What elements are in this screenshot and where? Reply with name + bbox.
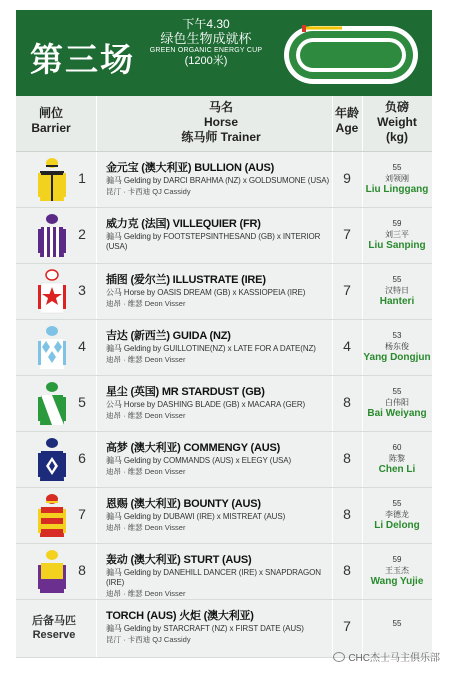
runner-row — [16, 264, 432, 320]
horse-age: 7 — [343, 618, 351, 634]
column-divider — [96, 264, 97, 319]
column-divider — [362, 264, 363, 319]
horse-age: 8 — [343, 562, 351, 578]
trainer-name: 迪昂 · 维瑟 Deon Visser — [106, 523, 186, 532]
column-divider — [96, 152, 97, 207]
weight-value: 55 — [392, 499, 402, 508]
pedigree: 骟马 Gelding by DANEHILL DANCER (IRE) x SNAPDRAGON (IRE) — [106, 568, 321, 587]
pedigree: 骟马 Gelding by DUBAWI (IRE) x MISTREAT (AUS) — [106, 512, 286, 521]
race-info — [136, 18, 276, 67]
weight-jockey — [362, 218, 432, 251]
horse-info — [106, 327, 336, 365]
horse-age: 7 — [343, 226, 351, 242]
horse-name: 金元宝 (澳大利亚) BULLION (AUS) — [106, 162, 275, 174]
jockey-name-en: Yang Dongjun — [363, 352, 431, 363]
horse-info — [106, 439, 336, 477]
horse-info — [106, 159, 336, 197]
runner-row — [16, 152, 432, 208]
horse-name: 恩赐 (澳大利亚) BOUNTY (AUS) — [106, 498, 261, 510]
trainer-name: 迪昂 · 维瑟 Deon Visser — [106, 589, 186, 598]
horse-info — [106, 607, 336, 645]
weight-value: 60 — [392, 443, 402, 452]
chat-bubble-icon — [333, 652, 345, 662]
column-divider — [332, 208, 333, 263]
jockey-name-cn: 刘三平 — [385, 230, 409, 239]
weight-jockey — [362, 498, 432, 531]
jockey-name-cn: 白伟阳 — [385, 398, 409, 407]
column-divider — [96, 600, 97, 657]
reserve-label-cn: 后备马匹 — [32, 615, 76, 627]
barrier-number: 8 — [78, 562, 86, 578]
weight-value: 59 — [392, 219, 402, 228]
barrier-number: 3 — [78, 282, 86, 298]
runner-row — [16, 432, 432, 488]
barrier-number: 6 — [78, 450, 86, 466]
watermark — [333, 649, 440, 664]
column-header-row — [16, 96, 432, 152]
weight-value: 55 — [392, 275, 402, 284]
column-divider — [332, 432, 333, 487]
pedigree: 公马 Horse by DASHING BLADE (GB) x MACARA (GER) — [106, 400, 306, 409]
trainer-header: 练马师 Trainer — [181, 130, 261, 144]
race-time: 下午4.30 — [182, 17, 230, 31]
horse-name: 星尘 (英国) MR STARDUST (GB) — [106, 386, 265, 398]
jockey-name-cn: 杨东俊 — [385, 342, 409, 351]
jockey-name-en: Wang Yujie — [370, 576, 424, 587]
horse-name: 高梦 (澳大利亚) COMMENGY (AUS) — [106, 442, 281, 454]
reserve-label — [20, 614, 88, 642]
jockey-silk-red-yellow-icon — [38, 493, 66, 539]
runner-row — [16, 320, 432, 376]
column-divider — [332, 264, 333, 319]
column-divider — [96, 432, 97, 487]
horse-info — [106, 271, 336, 309]
jockey-name-cn: 刘领刚 — [385, 174, 409, 183]
horse-header-cn: 马名 — [208, 100, 233, 114]
runner-list — [16, 152, 432, 658]
race-distance: (1200米) — [184, 54, 228, 67]
jockey-silk-navy-diamond-icon — [38, 437, 66, 483]
barrier-number: 7 — [78, 506, 86, 522]
column-divider — [96, 96, 97, 151]
column-divider — [96, 488, 97, 543]
jockey-name-en: Hanteri — [379, 296, 415, 307]
race-name-en: GREEN ORGANIC ENERGY CUP — [149, 46, 263, 54]
runner-row — [16, 544, 432, 600]
barrier-number: 5 — [78, 394, 86, 410]
pedigree: 骟马 Gelding by GUILLOTINE(NZ) x LATE FOR A DATE(NZ) — [106, 344, 316, 353]
barrier-number: 4 — [78, 338, 86, 354]
jockey-silk-yellow-purple-icon — [38, 549, 66, 595]
jockey-silk-blue-diamonds-icon — [38, 325, 66, 371]
race-name-cn: 绿色生物成就杯 — [160, 30, 252, 46]
horse-info — [106, 495, 336, 533]
trainer-name: 昆汀 · 卡西迪 QJ Cassidy — [106, 187, 191, 196]
weight-value: 55 — [392, 619, 402, 628]
column-divider — [332, 544, 333, 599]
weight-column-header — [362, 100, 432, 145]
jockey-name-en: Liu Sanping — [368, 240, 426, 251]
column-divider — [332, 152, 333, 207]
pedigree: 骟马 Gelding by STARCRAFT (NZ) x FIRST DATE (AUS) — [106, 624, 304, 633]
column-divider — [332, 488, 333, 543]
runner-row — [16, 488, 432, 544]
pedigree: 骟马 Gelding by DARCI BRAHMA (NZ) x GOLDSUMONE (USA) — [106, 176, 330, 185]
weight-value: 55 — [392, 387, 402, 396]
column-divider — [362, 488, 363, 543]
column-divider — [96, 208, 97, 263]
barrier-header-en: Barrier — [31, 121, 71, 135]
trainer-name: 迪昂 · 维瑟 Deon Visser — [106, 355, 186, 364]
trainer-name: 迪昂 · 维瑟 Deon Visser — [106, 411, 186, 420]
age-header-cn: 年龄 — [334, 106, 359, 120]
jockey-silk-yellow-black-icon — [38, 157, 66, 203]
column-divider — [332, 376, 333, 431]
jockey-silk-red-star-icon — [38, 269, 66, 315]
horse-info — [106, 383, 336, 421]
horse-name: 插图 (爱尔兰) ILLUSTRATE (IRE) — [106, 274, 266, 286]
column-divider — [96, 544, 97, 599]
weight-jockey — [362, 554, 432, 587]
runner-row — [16, 376, 432, 432]
weight-header-unit: (kg) — [386, 130, 408, 144]
horse-name: 吉达 (新西兰) GUIDA (NZ) — [106, 330, 231, 342]
horse-age: 8 — [343, 506, 351, 522]
horse-header-en: Horse — [203, 115, 238, 129]
column-divider — [362, 208, 363, 263]
column-divider — [96, 376, 97, 431]
weight-jockey — [362, 274, 432, 307]
trainer-name: 迪昂 · 维瑟 Deon Visser — [106, 467, 186, 476]
horse-age: 9 — [343, 170, 351, 186]
jockey-name-cn: 陈黎 — [389, 454, 405, 463]
reserve-label-en: Reserve — [32, 629, 76, 641]
race-header — [16, 10, 432, 96]
weight-header-cn: 负磅 — [384, 100, 409, 114]
barrier-column-header — [16, 106, 86, 136]
race-number-title: 第三场 — [30, 40, 135, 79]
column-divider — [96, 320, 97, 375]
horse-name: TORCH (AUS) 火炬 (澳大利亚) — [106, 610, 254, 622]
horse-name: 威力克 (法国) VILLEQUIER (FR) — [106, 218, 261, 230]
trainer-name: 昆汀 · 卡西迪 QJ Cassidy — [106, 635, 191, 644]
column-divider — [332, 96, 333, 151]
barrier-number: 2 — [78, 226, 86, 242]
weight-jockey — [362, 442, 432, 475]
track-map-icon — [282, 24, 420, 86]
barrier-number: 1 — [78, 170, 86, 186]
jockey-name-en: Bai Weiyang — [367, 408, 427, 419]
column-divider — [362, 152, 363, 207]
age-header-en: Age — [335, 121, 359, 135]
pedigree: 骟马 Gelding by COMMANDS (AUS) x ELEGY (USA) — [106, 456, 292, 465]
jockey-name-en: Liu Linggang — [365, 184, 429, 195]
weight-value: 53 — [392, 331, 402, 340]
jockey-name-cn: 李德龙 — [385, 510, 409, 519]
horse-info — [106, 551, 336, 599]
jockey-name-cn: 王玉杰 — [385, 566, 409, 575]
weight-jockey — [362, 618, 432, 629]
weight-header-en: Weight — [377, 115, 417, 129]
trainer-name: 迪昂 · 维瑟 Deon Visser — [106, 299, 186, 308]
jockey-name-en: Li Delong — [374, 520, 420, 531]
racecard — [16, 10, 432, 658]
jockey-silk-green-white-icon — [38, 381, 66, 427]
weight-value: 55 — [392, 163, 402, 172]
horse-name: 轰动 (澳大利亚) STURT (AUS) — [106, 554, 252, 566]
horse-age: 8 — [343, 394, 351, 410]
column-divider — [362, 376, 363, 431]
jockey-name-en: Chen Li — [378, 464, 416, 475]
column-divider — [362, 96, 363, 151]
runner-row — [16, 208, 432, 264]
horse-column-header — [116, 100, 326, 145]
jockey-name-cn: 汉特日 — [385, 286, 409, 295]
weight-value: 59 — [392, 555, 402, 564]
horse-age: 4 — [343, 338, 351, 354]
weight-jockey — [362, 330, 432, 363]
horse-info — [106, 215, 336, 253]
watermark-text: CHC杰士马主俱乐部 — [348, 653, 440, 664]
pedigree: 公马 Horse by OASIS DREAM (GB) x KASSIOPEIA (IRE) — [106, 288, 306, 297]
barrier-header-cn: 闸位 — [38, 106, 63, 120]
column-divider — [362, 320, 363, 375]
jockey-silk-purple-stripes-icon — [38, 213, 66, 259]
column-divider — [332, 320, 333, 375]
pedigree: 骟马 Gelding by FOOTSTEPSINTHESAND (GB) x INTERIOR (USA) — [106, 232, 321, 251]
weight-jockey — [362, 162, 432, 195]
column-divider — [362, 432, 363, 487]
horse-age: 8 — [343, 450, 351, 466]
column-divider — [362, 544, 363, 599]
weight-jockey — [362, 386, 432, 419]
age-column-header — [332, 106, 362, 136]
horse-age: 7 — [343, 282, 351, 298]
